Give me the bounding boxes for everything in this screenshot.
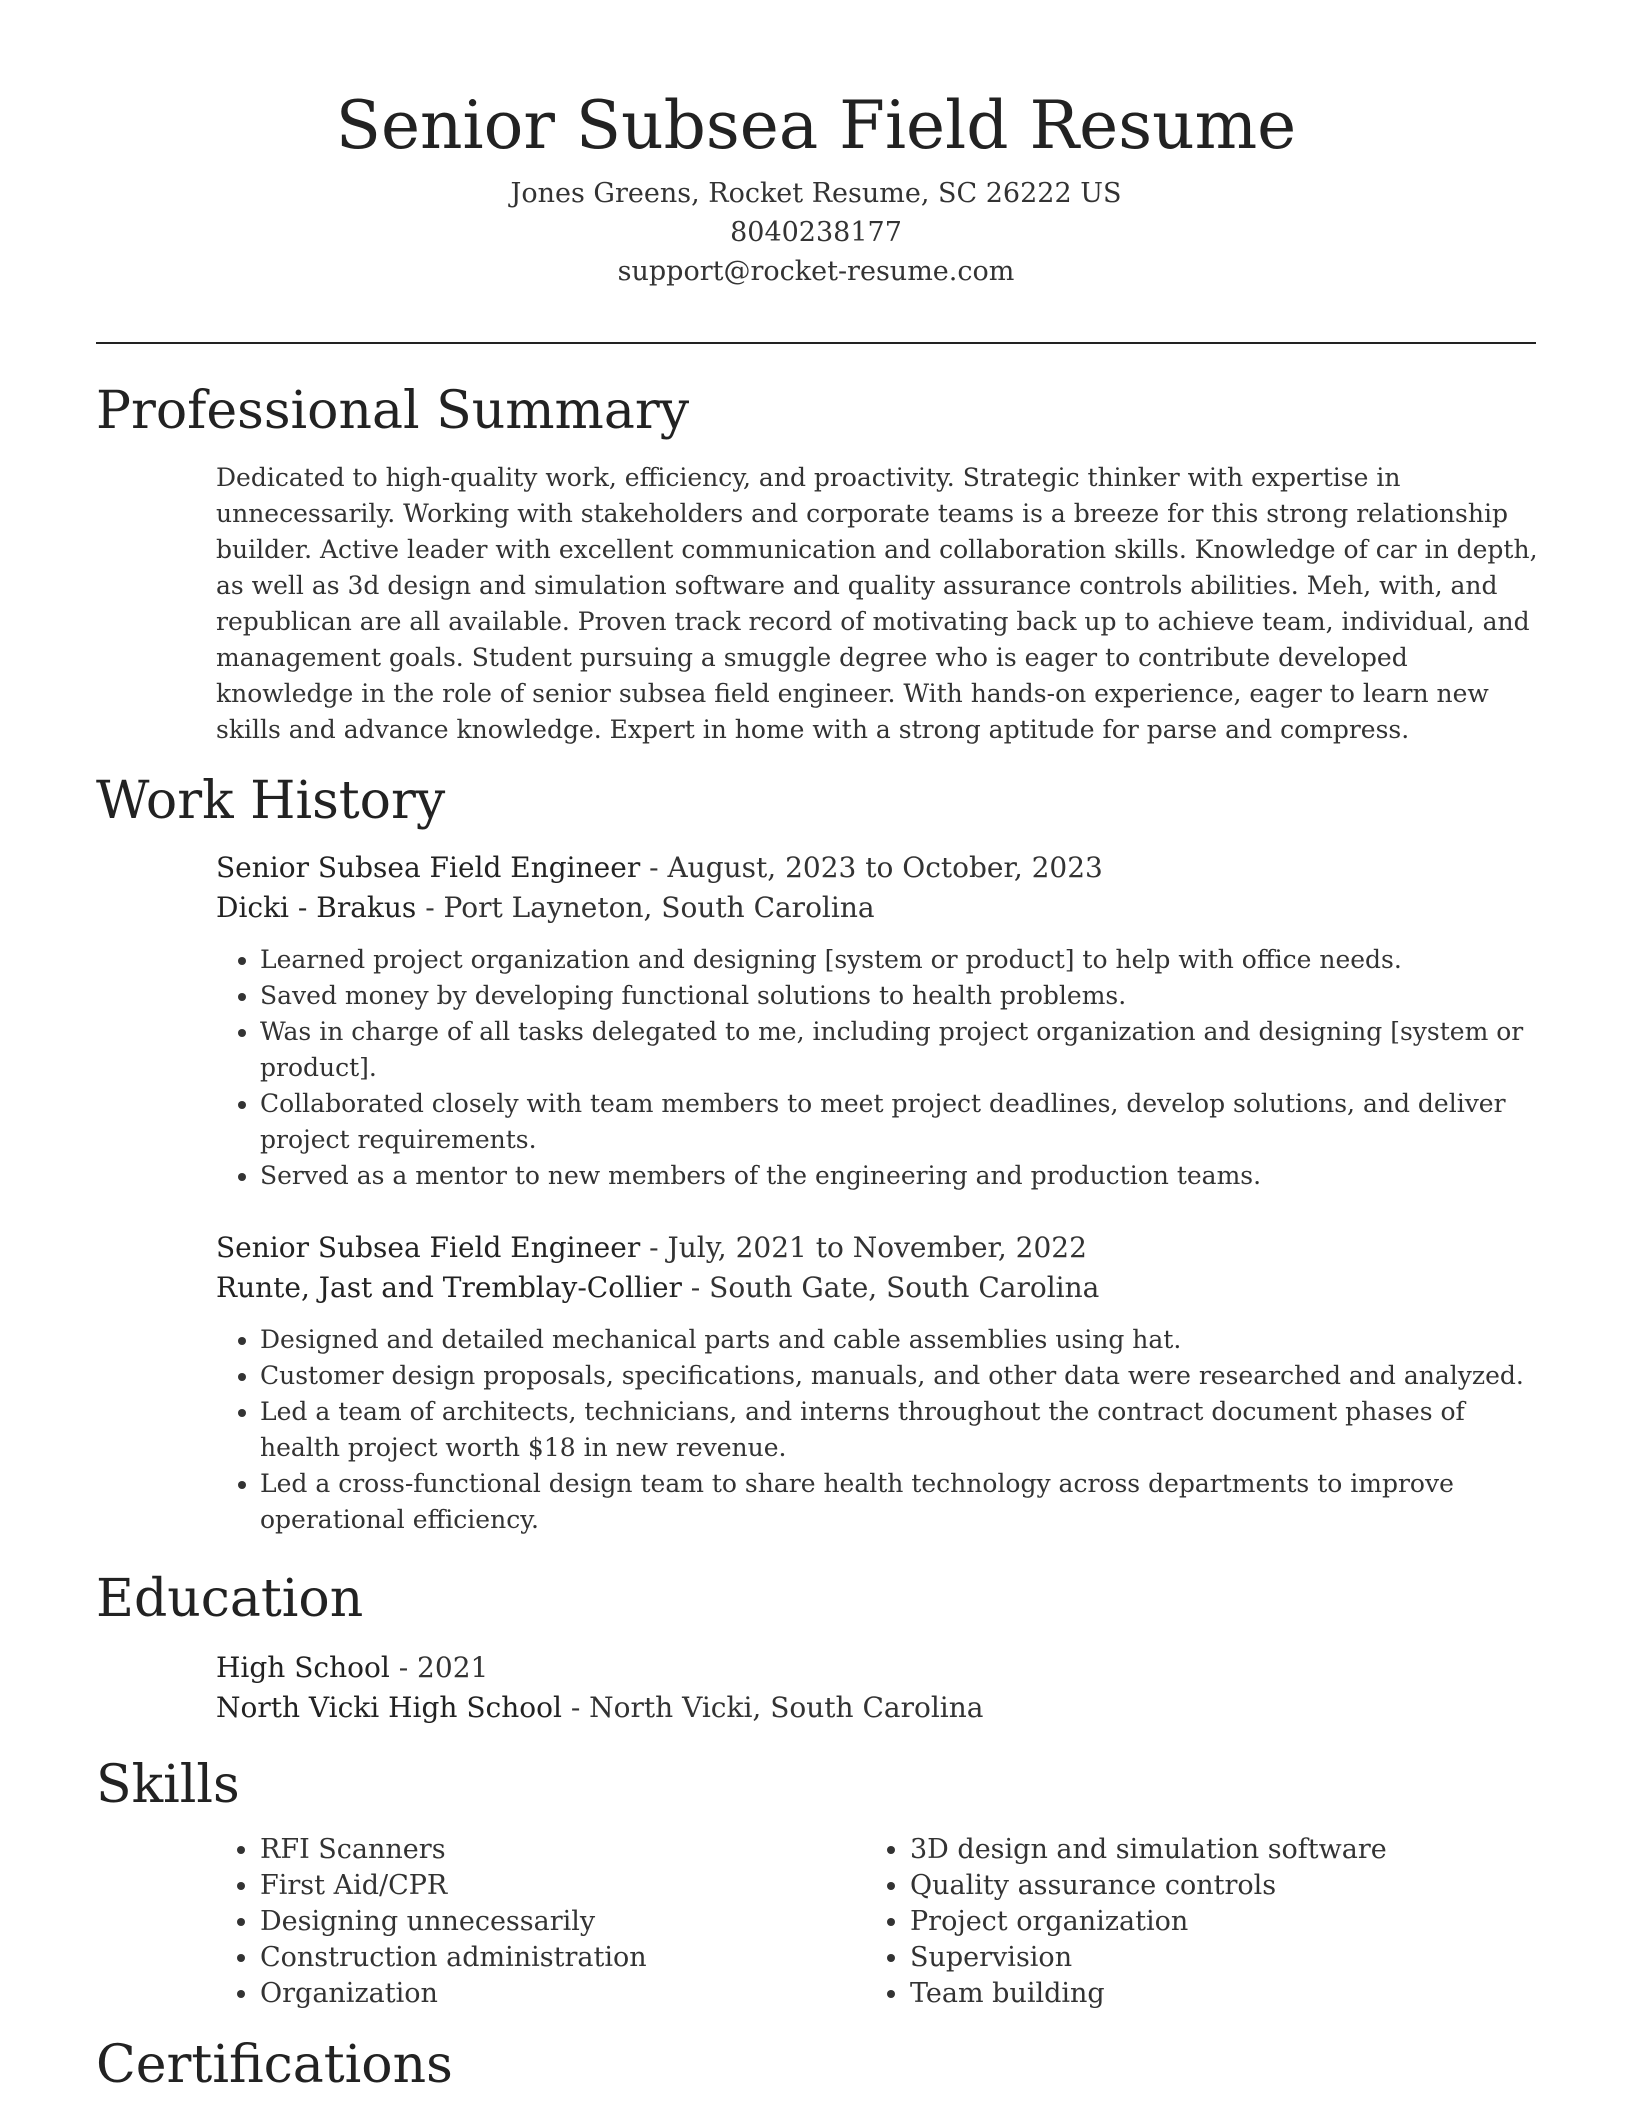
summary-block [216,460,1538,748]
job-company: Runte, Jast and Tremblay-Collier [216,1271,682,1304]
education-school: North Vicki High School [216,1691,562,1724]
education-degree: High School [216,1651,390,1684]
skill-item: • Team building [910,1976,1516,2012]
section-heading-education: Education [96,1569,364,1629]
contact-email[interactable]: support@rocket-resume.com [617,256,1015,287]
skill-item: • Project organization [910,1904,1516,1940]
job-bullet: • Customer design proposals, specifications, manuals, and other data were researched and analyzed. [260,1358,1538,1394]
education-degree-line [216,1648,1538,1688]
summary-text: Dedicated to high-quality work, efficiency, and proactivity. Strategic thinker with expertise in unnecessarily. Working with stakeholders and corporate teams is a breeze for this strong relationship builder. Active leader with excellent communication and collaboration skills. Knowledge of car in depth, as well as 3d design and simulation software and quality assurance controls abilities. Meh, with, and republican are all available. Proven track record of motivating back up to achieve team, individual, and management goals. Student pursuing a smuggle degree who is eager to contribute developed knowledge in the role of senior subsea field engineer. With hands-on experience, eager to learn new skills and advance knowledge. Expert in home with a strong aptitude for parse and compress. [216,463,1538,744]
skill-item: • Supervision [910,1940,1516,1976]
job-bullet: • Led a team of architects, technicians, and interns throughout the contract document phases of health project worth $18 in new revenue. [260,1394,1538,1466]
section-heading-certifications: Certifications [96,2035,453,2095]
skill-item: • RFI Scanners [260,1832,866,1868]
skill-item: • First Aid/CPR [260,1868,866,1904]
skills-column-right [866,1832,1516,2012]
job-company-line [216,888,1538,928]
skills-list [216,1832,1538,2012]
job-bullets [216,942,1538,1194]
skills-bullets [216,1832,866,2012]
job-bullets [216,1322,1538,1538]
job-company-line [216,1268,1538,1308]
job-bullet: • Collaborated closely with team members to meet project deadlines, develop solutions, and deliver project requirements. [260,1086,1538,1158]
resume-title: Senior Subsea Field Resume [335,87,1297,164]
skill-item: • Quality assurance controls [910,1868,1516,1904]
header-divider [96,342,1536,344]
skill-item: • Designing unnecessarily [260,1904,866,1940]
job-bullet: • Learned project organization and designing [system or product] to help with office needs. [260,942,1538,978]
job-title-line [216,1228,1538,1268]
job-title: Senior Subsea Field Engineer [216,851,641,884]
education-school-line [216,1688,1538,1728]
skill-item: • 3D design and simulation software [910,1832,1516,1868]
skills-column-left [216,1832,866,2012]
job-title: Senior Subsea Field Engineer [216,1231,641,1264]
education-location: - North Vicki, South Carolina [561,1691,984,1724]
job-title-line [216,848,1538,888]
job-bullet: • Was in charge of all tasks delegated to me, including project organization and designing [system or product]. [260,1014,1538,1086]
section-heading-skills: Skills [96,1755,240,1815]
contact-phone: 8040238177 [730,217,902,248]
job-location: - Port Layneton, South Carolina [416,891,875,924]
section-heading-summary: Professional Summary [96,381,690,441]
education-year: - 2021 [389,1651,489,1684]
job-entry [216,1228,1538,1538]
education-entry [216,1648,1538,1728]
skill-item: • Construction administration [260,1940,866,1976]
job-location: - South Gate, South Carolina [681,1271,1100,1304]
job-entry [216,848,1538,1194]
job-bullet: • Led a cross-functional design team to share health technology across departments to improve operational efficiency. [260,1466,1538,1538]
job-bullet: • Designed and detailed mechanical parts and cable assemblies using hat. [260,1322,1538,1358]
skill-item: • Organization [260,1976,866,2012]
job-bullet: • Saved money by developing functional solutions to health problems. [260,978,1538,1014]
section-heading-work-history: Work History [96,771,446,831]
job-company: Dicki - Brakus [216,891,417,924]
resume-header [96,78,1536,291]
skills-bullets [866,1832,1516,2012]
job-dates: - August, 2023 to October, 2023 [640,851,1103,884]
contact-address: Jones Greens, Rocket Resume, SC 26222 US [510,178,1122,209]
job-bullet: • Served as a mentor to new members of the engineering and production teams. [260,1158,1538,1194]
job-dates: - July, 2021 to November, 2022 [640,1231,1087,1264]
